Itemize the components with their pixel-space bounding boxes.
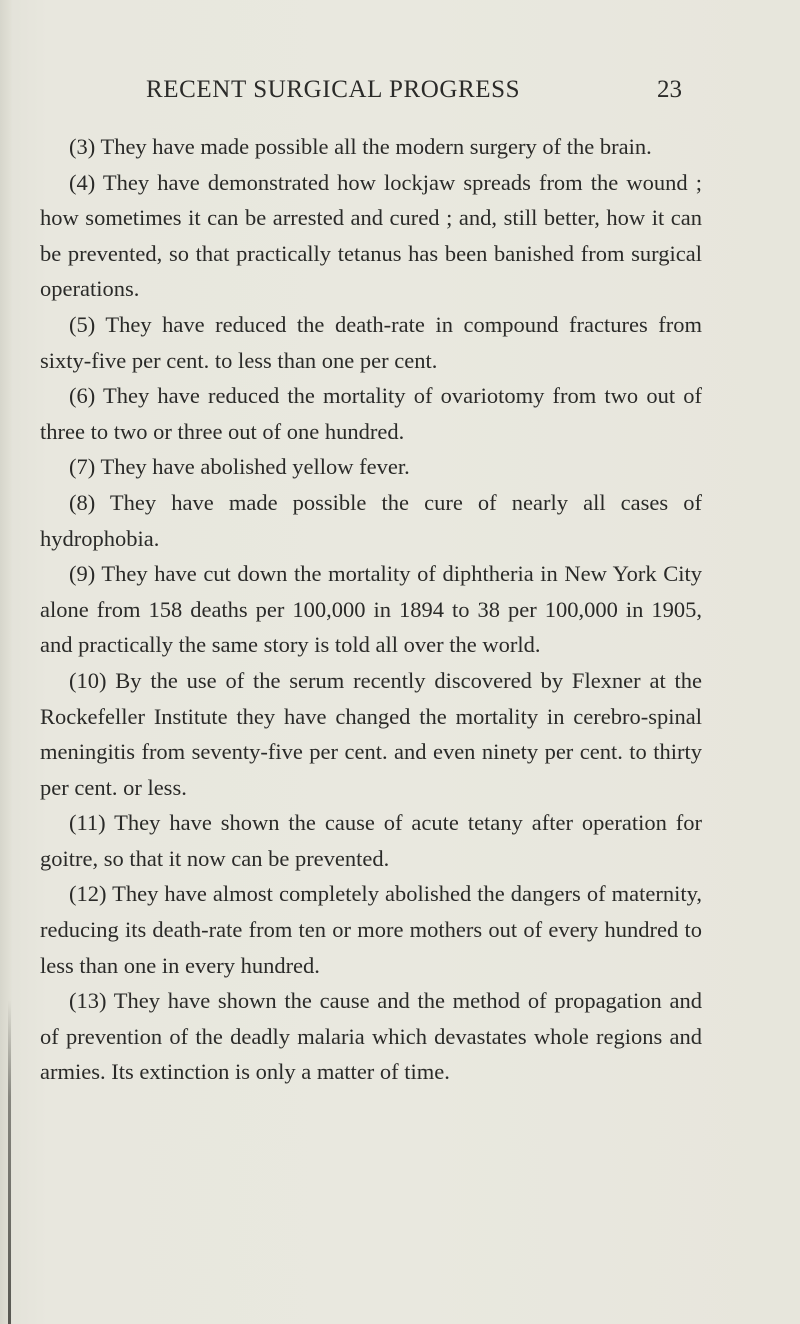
paragraph-13: (13) They have shown the cause and the method of propagation and of prevention of the deadly malaria which devastates whole regions and armies. Its extinction is only a matter of time.	[40, 988, 702, 1085]
paragraph-5: (5) They have reduced the death-rate in compound fractures from sixty-five per cent. to less than one per cent.	[40, 311, 702, 373]
page-edge-shadow	[8, 1000, 11, 1324]
paragraph-9: (9) They have cut down the mortality of diphtheria in New York City alone from 158 deaths per 100,000 in 1894 to 38 per 100,000 in 1905, and practically the same story is told all over the world.	[40, 561, 702, 658]
running-head: RECENT SURGICAL PROGRESS	[146, 76, 521, 103]
paragraph-3: (3) They have made possible all the modern surgery of the brain.	[69, 134, 652, 159]
page-header	[0, 76, 800, 112]
paragraph-6: (6) They have reduced the mortality of ovariotomy from two out of three to two or three out of one hundred.	[40, 383, 702, 444]
body-text	[40, 129, 702, 1090]
paragraph-10: (10) By the use of the serum recently discovered by Flexner at the Rockefeller Institute they have changed the mortality in cerebro-spinal meningitis from seventy-five per cent. and even ninety per cent. to thirty per cent. or less.	[40, 667, 702, 800]
page-number: 23	[657, 76, 682, 103]
paragraph-7: (7) They have abolished yellow fever.	[69, 454, 410, 480]
paragraph-8: (8) They have made possible the cure of nearly all cases of hydrophobia.	[40, 489, 702, 551]
paragraph-4: (4) They have demonstrated how lockjaw spreads from the wound ; how sometimes it can be arrested and cured ; and, still better, how it can be prevented, so that practically tetanus has been banished from surgical operations.	[40, 169, 702, 302]
paragraph-12: (12) They have almost completely abolished the dangers of maternity, reducing its death-rate from ten or more mothers out of every hundred to less than one in every hundred.	[40, 881, 702, 978]
paragraph-11: (11) They have shown the cause of acute tetany after operation for goitre, so that it now can be prevented.	[40, 810, 702, 871]
